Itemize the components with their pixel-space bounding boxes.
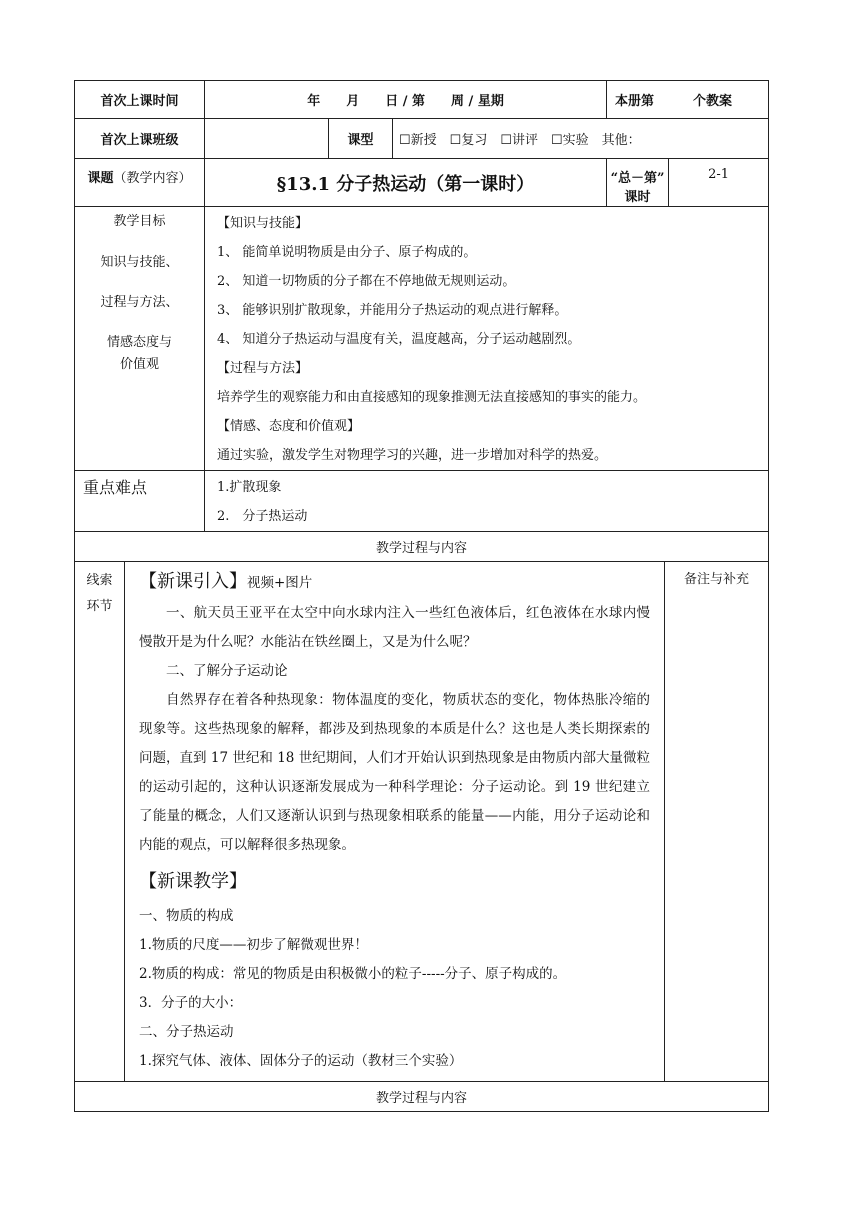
intro-paragraph-2: 二、了解分子运动论 — [166, 663, 288, 679]
objective-line: 4、 知道分子热运动与温度有关，温度越高，分子运动越剧烈。 — [217, 332, 581, 347]
total-lesson-value: 2-1 — [669, 159, 769, 207]
key-points-content — [205, 471, 769, 532]
key-points-label: 重点难点 — [75, 471, 205, 532]
teaching-line: 2.物质的构成：常见的物质是由积极微小的粒子-----分子、原子构成的。 — [139, 966, 567, 982]
teaching-line: 一、物质的构成 — [139, 908, 234, 924]
teaching-line: 3．分子的大小： — [139, 995, 243, 1011]
objective-category: 知识与技能、 — [100, 255, 179, 270]
stage-label: 环节 — [86, 599, 113, 614]
lesson-type-label: 课型 — [329, 119, 393, 159]
remarks-label: 备注与补充 — [665, 562, 769, 1082]
objectives-row — [75, 207, 769, 471]
key-points-row — [75, 471, 769, 532]
first-class-time-label: 首次上课时间 — [75, 81, 205, 119]
objectives-label-cell — [75, 207, 205, 471]
process-header: 教学过程与内容 — [75, 532, 769, 562]
objective-line: 【知识与技能】 — [217, 216, 309, 231]
topic-label — [75, 159, 205, 207]
header-row-time — [75, 81, 769, 119]
intro-note: 视频+图片 — [247, 575, 313, 591]
key-point-item: 2. 分子热运动 — [217, 509, 308, 524]
objective-line: 2、 知道一切物质的分子都在不停地做无规则运动。 — [217, 274, 516, 289]
first-class-group-label: 首次上课班级 — [75, 119, 205, 159]
intro-block — [139, 566, 650, 599]
teaching-heading: 【新课教学】 — [139, 871, 247, 892]
lesson-plan-document — [74, 80, 768, 1112]
objective-line: 3、 能够识别扩散现象，并能用分子热运动的观点进行解释。 — [217, 303, 568, 318]
clue-label: 线索 — [86, 573, 113, 588]
objectives-heading: 教学目标 — [113, 214, 166, 229]
intro-paragraph-1: 一、航天员王亚平在太空中向水球内注入一些红色液体后，红色液体在水球内慢慢散开是为什么呢？水能沾在铁丝圈上，又是为什么呢？ — [139, 605, 651, 650]
lesson-title: §13.1 分子热运动（第一课时） — [205, 159, 607, 207]
intro-paragraph-3: 自然界存在着各种热现象：物体温度的变化，物质状态的变化，物体热胀冷缩的现象等。这些热现象的解释，都涉及到热现象的本质是什么？这也是人类长期探索的问题，直到 17 世纪和 18 世纪期间，人们才开始认识到热现象是由物质内部大量微粒的运动引起的，这种认识逐渐发展成为一种科学理论：分子运动论。到 19 世纪建立了能量的概念，人们又逐渐认识到与热现象相联系的能量——内能，用分子运动论和内能的观点，可以解释很多热现象。 — [139, 692, 651, 853]
topic-label-bold: 课题 — [87, 171, 114, 186]
date-week-field: 年 月 日 / 第 周 / 星期 — [205, 81, 607, 119]
header-row-class — [75, 119, 769, 159]
lesson-number-field: 本册第 个教案 — [607, 81, 769, 119]
process-row — [75, 562, 769, 1082]
lesson-type-options: ☐新授 ☐复习 ☐讲评 ☐实验 其他： — [393, 119, 769, 159]
objective-line: 1、 能简单说明物质是由分子、原子构成的。 — [217, 245, 477, 260]
topic-row — [75, 159, 769, 207]
objective-line: 【过程与方法】 — [217, 361, 309, 376]
objectives-content — [205, 207, 769, 471]
process-header-row — [75, 532, 769, 562]
key-point-item: 1.扩散现象 — [217, 480, 282, 495]
topic-label-rest: （教学内容） — [113, 171, 192, 186]
clue-stage-label — [75, 562, 125, 1082]
objective-line: 培养学生的观察能力和由直接感知的现象推测无法直接感知的事实的能力。 — [217, 390, 647, 405]
teaching-line: 1.探究气体、液体、固体分子的运动（教材三个实验） — [139, 1053, 463, 1069]
total-lesson-label: “总－第” 课时 — [607, 159, 669, 207]
objective-category: 情感态度与 — [107, 335, 173, 350]
footer-header-row — [75, 1082, 769, 1112]
objective-category: 价值观 — [120, 357, 160, 372]
class-value-field — [205, 119, 329, 159]
teaching-line: 二、分子热运动 — [139, 1024, 234, 1040]
objective-line: 通过实验，激发学生对物理学习的兴趣，进一步增加对科学的热爱。 — [217, 448, 608, 463]
lesson-plan-table — [74, 80, 769, 1112]
objective-category: 过程与方法、 — [100, 295, 179, 310]
teaching-line: 1.物质的尺度——初步了解微观世界！ — [139, 937, 368, 953]
footer-header: 教学过程与内容 — [75, 1082, 769, 1112]
process-content — [125, 562, 665, 1082]
objective-line: 【情感、态度和价值观】 — [217, 419, 361, 434]
intro-heading: 【新课引入】 — [139, 571, 247, 592]
